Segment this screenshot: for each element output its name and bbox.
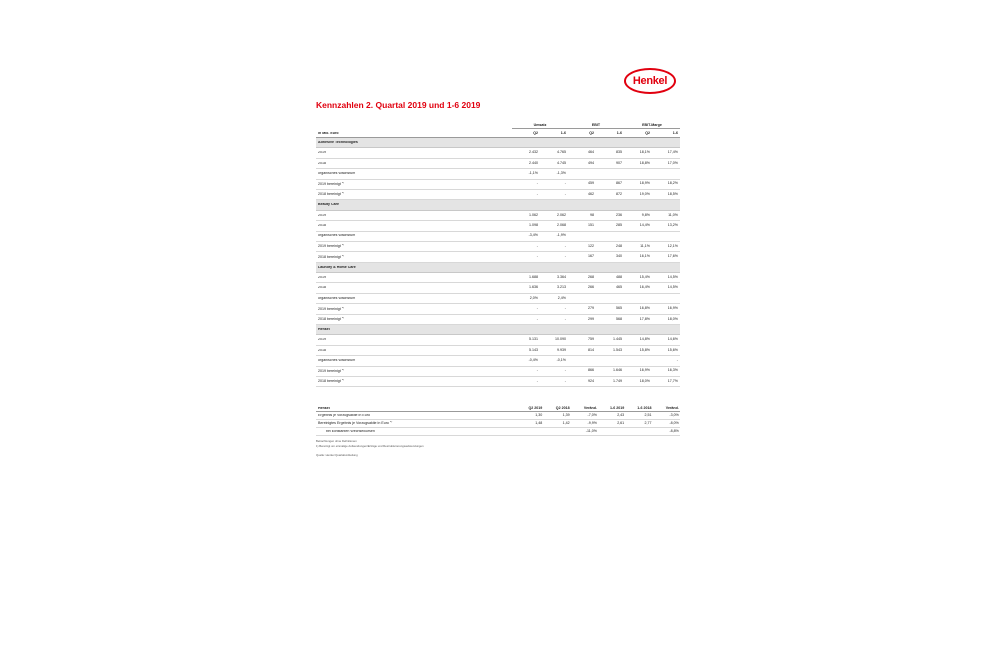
column-header: 1-6 xyxy=(672,130,678,135)
table-cell: 299 xyxy=(588,316,594,321)
table-cell: 1,42 xyxy=(562,421,570,426)
row-label-text: 2018 xyxy=(318,348,326,352)
table-cell: 15,8% xyxy=(639,347,650,352)
table-cell: - xyxy=(676,358,678,363)
table-cell: 17,7% xyxy=(667,378,678,383)
footnote-marker: 1) xyxy=(341,254,345,257)
table-cell: 2,4% xyxy=(557,295,566,300)
table-cell: - xyxy=(564,378,566,383)
row-label-text: 2019 bereinigt xyxy=(318,182,341,187)
table-cell: 17,8% xyxy=(639,316,650,321)
table-cell: 13,2% xyxy=(667,223,678,228)
table-cell: - xyxy=(536,316,538,321)
table-row xyxy=(316,346,680,356)
table-row xyxy=(316,159,680,169)
table-cell: -11,0% xyxy=(585,429,597,434)
table-cell: 2.068 xyxy=(557,223,566,228)
footnote-marker: 1) xyxy=(341,181,345,184)
table-cell: 568 xyxy=(616,316,622,321)
table-cell: 1.543 xyxy=(613,347,622,352)
table-cell: 14,6% xyxy=(667,337,678,342)
table-cell: 2.440 xyxy=(529,160,538,165)
row-label xyxy=(316,172,512,176)
footnote-marker: 1) xyxy=(389,421,393,424)
row-label-text: Adhesive Technologies xyxy=(318,140,358,144)
eps-table-body xyxy=(316,412,680,436)
table-cell: 17,4% xyxy=(667,150,678,155)
table-cell: 14,5% xyxy=(667,285,678,290)
table-cell: -1,3% xyxy=(556,171,566,176)
table-cell: 18,8% xyxy=(639,160,650,165)
table-cell: 907 xyxy=(616,160,622,165)
table-cell: 872 xyxy=(616,191,622,196)
table-cell: 266 xyxy=(588,285,594,290)
table-row xyxy=(316,335,680,345)
row-label-text: 2019 xyxy=(318,338,326,342)
row-label xyxy=(316,214,512,218)
eps-row xyxy=(316,412,680,420)
footnote: Betrachtungen ohne Definitionen xyxy=(316,439,357,444)
table-cell: 14,8% xyxy=(639,337,650,342)
table-cell: 340 xyxy=(616,254,622,259)
row-label xyxy=(316,182,512,187)
table-row xyxy=(316,148,680,158)
row-label xyxy=(316,192,512,197)
table-cell: 3.213 xyxy=(557,285,566,290)
table-row xyxy=(316,273,680,283)
eps-row xyxy=(316,420,680,428)
table-row xyxy=(316,242,680,252)
row-label xyxy=(316,244,512,249)
table-cell: 14,4% xyxy=(639,223,650,228)
eps-row xyxy=(316,428,680,436)
section-row xyxy=(316,325,680,335)
row-label-text: organisches Wachstum xyxy=(318,172,356,176)
table-cell: 1,30 xyxy=(535,413,543,418)
table-cell: 835 xyxy=(616,150,622,155)
table-cell: 4.745 xyxy=(557,160,566,165)
table-cell: 18,1% xyxy=(639,150,650,155)
row-label xyxy=(316,379,512,384)
table-row xyxy=(316,367,680,377)
row-label xyxy=(316,414,516,418)
table-cell: - xyxy=(536,306,538,311)
row-label-text: 2019 xyxy=(318,275,326,279)
table-cell: 4.765 xyxy=(557,150,566,155)
table-cell: 2.062 xyxy=(557,212,566,217)
table-cell: 16,9% xyxy=(667,306,678,311)
table-cell: 759 xyxy=(588,337,594,342)
row-label-text: 2018 xyxy=(318,224,326,228)
table-cell: 464 xyxy=(588,150,594,155)
table-row xyxy=(316,252,680,262)
footnote-marker: 1) xyxy=(341,306,345,309)
row-label xyxy=(316,151,512,155)
table-cell: 1.688 xyxy=(529,274,538,279)
footnote-marker: 1) xyxy=(341,244,345,247)
group-header-ebit-margin: EBIT-Marge xyxy=(624,124,680,129)
table-cell: 16,4% xyxy=(639,285,650,290)
row-label-text: 2019 bereinigt xyxy=(318,306,341,311)
table-row xyxy=(316,180,680,190)
table-cell: 924 xyxy=(588,378,594,383)
table-row xyxy=(316,169,680,179)
table-cell: 268 xyxy=(588,274,594,279)
row-label-text: 2018 xyxy=(318,286,326,290)
eps-table xyxy=(316,398,680,436)
column-header: 1-6 xyxy=(560,130,566,135)
table-cell: 16,1% xyxy=(639,254,650,259)
table-cell: 151 xyxy=(588,223,594,228)
table-cell: 1,39 xyxy=(562,413,570,418)
footnote: 1) Bereinigt um einmalige Aufwendungen/Erträge und Restrukturierungsaufwendungen xyxy=(316,443,424,448)
key-figures-table xyxy=(316,123,680,457)
table-cell: -0,1% xyxy=(556,358,566,363)
table-cell: -9,9% xyxy=(587,421,597,426)
table-cell: - xyxy=(564,254,566,259)
table-cell: 3.364 xyxy=(557,274,566,279)
table-cell: 2,51 xyxy=(644,413,652,418)
table-cell: 2.432 xyxy=(529,150,538,155)
table-row xyxy=(316,294,680,304)
table-cell: 12,1% xyxy=(667,243,678,248)
row-label-text: Ergebnis je Vorzugsaktie in Euro xyxy=(318,414,370,418)
table-cell: 2,77 xyxy=(644,421,652,426)
table-cell: 1.636 xyxy=(529,285,538,290)
row-label xyxy=(316,430,516,434)
table-cell: 18,9% xyxy=(639,181,650,186)
table-cell: 15,6% xyxy=(667,347,678,352)
section-row xyxy=(316,138,680,148)
group-header-sales: Umsatz xyxy=(512,124,568,129)
column-header: Q2 2019 xyxy=(528,405,543,410)
row-label xyxy=(316,276,512,280)
column-header: 1-6 2018 xyxy=(637,405,652,410)
table-row xyxy=(316,304,680,314)
footnotes xyxy=(316,439,680,447)
table-cell: 14,5% xyxy=(667,274,678,279)
table-row xyxy=(316,356,680,366)
row-label xyxy=(316,266,512,270)
unit-label: in Mio. Euro xyxy=(318,131,339,135)
table-cell: 16,8% xyxy=(639,306,650,311)
table-cell: 814 xyxy=(588,347,594,352)
table-cell: - xyxy=(564,181,566,186)
row-label-text: Bereinigtes Ergebnis je Vorzugsaktie in Euro xyxy=(318,421,389,426)
row-label xyxy=(316,307,512,312)
table-cell: 9,8% xyxy=(641,212,650,217)
table-cell: 1.062 xyxy=(529,212,538,217)
column-header: 1-6 2019 xyxy=(610,405,625,410)
table-row xyxy=(316,283,680,293)
table-body xyxy=(316,138,680,387)
table-cell: -3,0% xyxy=(669,413,679,418)
row-label-text: organisches Wachstum xyxy=(318,359,356,363)
table-cell: - xyxy=(564,243,566,248)
table-cell: - xyxy=(536,368,538,373)
table-row xyxy=(316,377,680,387)
table-cell: 5.143 xyxy=(529,347,538,352)
page-title: Kennzahlen 2. Quartal 2019 und 1-6 2019 xyxy=(316,100,481,110)
footnote-marker: 1) xyxy=(341,368,345,371)
table-cell: 462 xyxy=(588,191,594,196)
table-cell: 279 xyxy=(588,306,594,311)
column-header: Veränd. xyxy=(665,405,679,410)
section-row xyxy=(316,263,680,273)
table-cell: 494 xyxy=(588,160,594,165)
table-cell: 867 xyxy=(616,181,622,186)
table-row xyxy=(316,211,680,221)
table-cell: -7,0% xyxy=(587,413,597,418)
table-cell: 19,0% xyxy=(639,191,650,196)
table-cell: - xyxy=(564,306,566,311)
group-header-ebit: EBIT xyxy=(568,124,624,129)
table-cell: 11,0% xyxy=(668,212,678,217)
table-cell: 866 xyxy=(588,368,594,373)
table-row xyxy=(316,315,680,325)
table-cell: 1.646 xyxy=(613,368,622,373)
table-cell: 122 xyxy=(588,243,594,248)
table-cell: 488 xyxy=(616,274,622,279)
table-cell: 248 xyxy=(616,243,622,248)
row-label-text: bei konstanten Wechselkursen xyxy=(326,430,375,434)
table-cell: 17,0% xyxy=(667,160,678,165)
row-label xyxy=(316,255,512,260)
row-label-text: Beauty Care xyxy=(318,203,339,207)
row-label xyxy=(316,328,512,332)
table-cell: 2,43 xyxy=(617,413,625,418)
column-header: Q2 xyxy=(645,130,650,135)
table-cell: 465 xyxy=(616,285,622,290)
table-cell: -0,4% xyxy=(528,358,538,363)
table-row xyxy=(316,232,680,242)
row-label-text: 2018 bereinigt xyxy=(318,317,341,322)
row-label xyxy=(316,234,512,238)
row-label-text: 2019 bereinigt xyxy=(318,369,341,374)
table-cell: 9.939 xyxy=(557,347,566,352)
table-cell: 459 xyxy=(588,181,594,186)
table-cell: - xyxy=(564,368,566,373)
row-label-text: 2018 xyxy=(318,161,326,165)
table-cell: -8,0% xyxy=(669,421,679,426)
table-cell: 167 xyxy=(588,254,594,259)
table-cell: 16,3% xyxy=(667,368,678,373)
table-cell: 18,0% xyxy=(639,378,650,383)
table-row xyxy=(316,221,680,231)
table-cell: 16,9% xyxy=(639,368,650,373)
table-cell: - xyxy=(564,316,566,321)
table-cell: - xyxy=(536,191,538,196)
table-cell: 2,0% xyxy=(529,295,538,300)
henkel-logo xyxy=(624,68,676,94)
table-cell: 17,6% xyxy=(667,254,678,259)
table-cell: -3,4% xyxy=(528,233,538,238)
column-header: Q2 2018 xyxy=(555,405,570,410)
row-label xyxy=(316,162,512,166)
table-cell: 18,5% xyxy=(667,191,678,196)
table-cell: 285 xyxy=(616,223,622,228)
table-cell: - xyxy=(536,243,538,248)
table-column-header xyxy=(316,130,680,138)
table-cell: - xyxy=(536,181,538,186)
footnote-marker: 1) xyxy=(341,316,345,319)
table-row xyxy=(316,190,680,200)
table-cell: 15,4% xyxy=(639,274,650,279)
row-label xyxy=(316,317,512,322)
source-note: Quelle: Henkel Quartalsmitteilung xyxy=(316,452,358,457)
table-cell: - xyxy=(536,254,538,259)
row-label xyxy=(316,203,512,207)
row-label xyxy=(316,338,512,342)
row-label-text: Henkel xyxy=(318,327,330,331)
row-label xyxy=(316,297,512,301)
table-cell: -1,1% xyxy=(528,171,538,176)
table-cell: 11,1% xyxy=(640,243,650,248)
table-cell: 1.098 xyxy=(529,223,538,228)
row-label-text: organisches Wachstum xyxy=(318,234,356,238)
row-label-text: Laundry & Home Care xyxy=(318,265,356,269)
row-label-text: 2019 xyxy=(318,213,326,217)
table-cell: 1,48 xyxy=(535,421,543,426)
eps-table-header xyxy=(316,398,680,412)
row-label-text: 2019 xyxy=(318,151,326,155)
eps-table-title: Henkel xyxy=(318,406,330,410)
footnote-marker: 1) xyxy=(341,379,345,382)
column-header: Veränd. xyxy=(583,405,597,410)
footnote-marker: 1) xyxy=(341,192,345,195)
row-label xyxy=(316,421,516,426)
table-cell: -1,9% xyxy=(556,233,566,238)
table-cell: 18,2% xyxy=(667,181,678,186)
logo-text: Henkel xyxy=(632,75,668,87)
table-cell: 565 xyxy=(616,306,622,311)
row-label-text: 2018 bereinigt xyxy=(318,192,341,197)
table-cell: 236 xyxy=(616,212,622,217)
column-header: Q2 xyxy=(589,130,594,135)
row-label xyxy=(316,349,512,353)
table-cell: - xyxy=(564,191,566,196)
table-cell: 98 xyxy=(590,212,594,217)
row-label xyxy=(316,359,512,363)
table-cell: 10.090 xyxy=(555,337,566,342)
column-header: 1-6 xyxy=(616,130,622,135)
table-cell: -8,8% xyxy=(669,429,679,434)
table-cell: 1.749 xyxy=(613,378,622,383)
row-label-text: 2018 bereinigt xyxy=(318,379,341,384)
row-label-text: 2018 bereinigt xyxy=(318,254,341,259)
row-label-text: 2019 bereinigt xyxy=(318,244,341,249)
row-label-text: organisches Wachstum xyxy=(318,296,356,300)
table-group-header xyxy=(316,123,680,130)
row-label xyxy=(316,224,512,228)
table-cell: - xyxy=(536,378,538,383)
column-header: Q2 xyxy=(533,130,538,135)
row-label xyxy=(316,286,512,290)
section-row xyxy=(316,200,680,210)
table-cell: 18,0% xyxy=(667,316,678,321)
row-label xyxy=(316,141,512,145)
row-label xyxy=(316,369,512,374)
table-cell: 5.131 xyxy=(529,337,538,342)
table-cell: 1.445 xyxy=(613,337,622,342)
table-cell: 2,61 xyxy=(617,421,625,426)
